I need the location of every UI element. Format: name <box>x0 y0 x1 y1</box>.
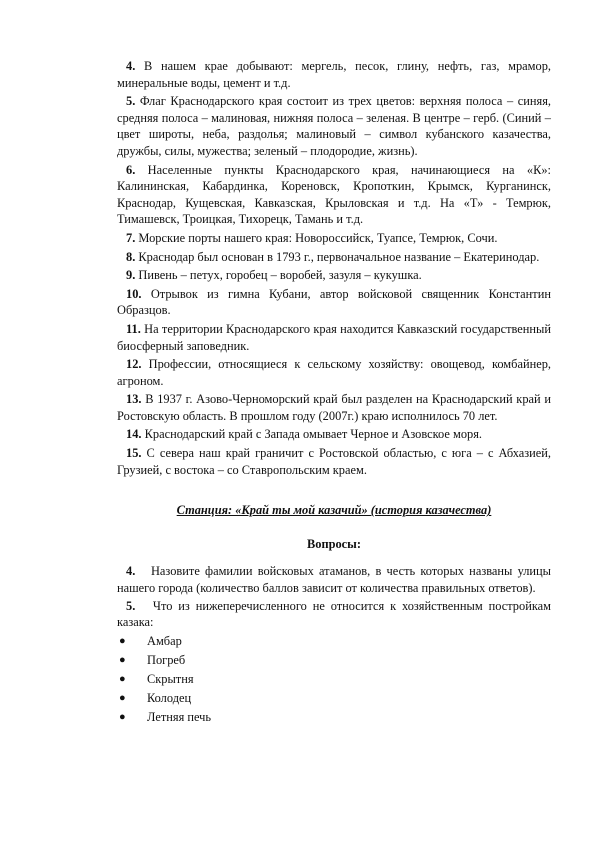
options-list <box>117 632 551 727</box>
questions-list <box>117 563 551 630</box>
bullet-icon: ● <box>119 710 126 723</box>
document-content <box>117 58 551 727</box>
option-item <box>117 708 551 727</box>
answer-text: Краснодарский край с Запада омывает Черное и Азовское моря. <box>144 427 483 442</box>
answer-paragraph <box>117 356 551 389</box>
answer-text: На территории Краснодарского края находится Кавказский государственный биосферный заповедник. <box>117 321 551 353</box>
section-title: Станция: «Край ты мой казачий» (история казачества) <box>176 503 492 518</box>
answer-number: 6. <box>126 162 136 177</box>
answer-text: Пивень – петух, горобец – воробей, зазуля – кукушка. <box>138 268 422 283</box>
answer-paragraph <box>117 445 551 478</box>
answers-list <box>117 58 551 478</box>
answer-paragraph <box>117 93 551 159</box>
answer-number: 15. <box>126 446 142 461</box>
option-label: Скрытня <box>147 671 194 686</box>
bullet-icon: ● <box>119 634 126 647</box>
answer-paragraph <box>117 321 551 354</box>
answer-number: 14. <box>126 427 142 442</box>
answer-paragraph <box>117 286 551 319</box>
answer-text: Флаг Краснодарского края состоит из трех цветов: верхняя полоса – синяя, средняя полоса – малиновая, нижняя полоса – зеленая. В центре – герб. (Синий – цвет широты, неба, раздолья; малиновый – символ кубанского казачества, дружбы, силы, мужества; зеленый – плодородие, жизнь). <box>117 94 551 158</box>
answer-number: 5. <box>126 94 136 109</box>
question-text: Что из нижеперечисленного не относится к хозяйственным постройкам казака: <box>117 598 551 630</box>
question-paragraph <box>117 563 551 596</box>
option-item <box>117 632 551 651</box>
option-label: Погреб <box>147 652 186 667</box>
answer-paragraph <box>117 267 551 284</box>
answer-number: 7. <box>126 230 136 245</box>
answer-text: С севера наш край граничит с Ростовской областью, с юга – с Абхазией, Грузией, с востока – со Ставропольским краем. <box>117 446 551 477</box>
answer-paragraph <box>117 162 551 228</box>
answer-text: Морские порты нашего края: Новороссийск, Туапсе, Темрюк, Сочи. <box>138 230 498 245</box>
answer-text: В нашем крае добывают: мергель, песок, глину, нефть, газ, мрамор, минеральные воды, цемент и т.д. <box>117 59 551 90</box>
question-number: 4. <box>126 564 136 579</box>
answer-text: В 1937 г. Азово-Черноморский край был разделен на Краснодарский край и Ростовскую область. В прошлом году (2007г.) краю исполнилось 70 лет. <box>117 392 551 423</box>
answer-text: Профессии, относящиеся к сельскому хозяйству: овощевод, комбайнер, агроном. <box>117 357 551 388</box>
answer-paragraph <box>117 249 551 266</box>
option-item <box>117 689 551 708</box>
option-item <box>117 670 551 689</box>
bullet-icon: ● <box>119 691 126 704</box>
answer-paragraph <box>117 58 551 91</box>
option-item <box>117 651 551 670</box>
answer-text: Населенные пункты Краснодарского края, начинающиеся на «К»: Калининская, Кабардинка, Кореновск, Кропоткин, Крымск, Курганинск, Краснодар, Кущевская, Кавказская, Крыловская и т.д. На «Т» - Темрюк, Тимашевск, Троицкая, Тихорецк, Тамань и т.д. <box>117 162 551 227</box>
question-text: Назовите фамилии войсковых атаманов, в честь которых названы улицы нашего города (количество баллов зависит от количества правильных ответов). <box>117 564 551 596</box>
bullet-icon: ● <box>119 672 126 685</box>
option-label: Летняя печь <box>147 709 212 724</box>
option-label: Амбар <box>147 633 182 648</box>
answer-text: Отрывок из гимна Кубани, автор войсковой священник Константин Образцов. <box>117 286 551 318</box>
answer-paragraph <box>117 391 551 424</box>
answer-paragraph <box>117 426 551 443</box>
answer-paragraph <box>117 230 551 247</box>
option-label: Колодец <box>147 690 192 705</box>
answer-number: 13. <box>126 392 142 407</box>
answer-number: 10. <box>126 286 142 301</box>
answer-number: 12. <box>126 357 142 372</box>
bullet-icon: ● <box>119 653 126 666</box>
question-paragraph <box>117 598 551 631</box>
answer-number: 8. <box>126 249 136 264</box>
question-number: 5. <box>126 598 136 613</box>
answer-text: Краснодар был основан в 1793 г., первоначальное название – Екатеринодар. <box>138 249 540 264</box>
questions-title: Вопросы: <box>307 536 361 551</box>
answer-number: 4. <box>126 59 136 73</box>
answer-number: 9. <box>126 268 136 283</box>
answer-number: 11. <box>126 321 141 336</box>
